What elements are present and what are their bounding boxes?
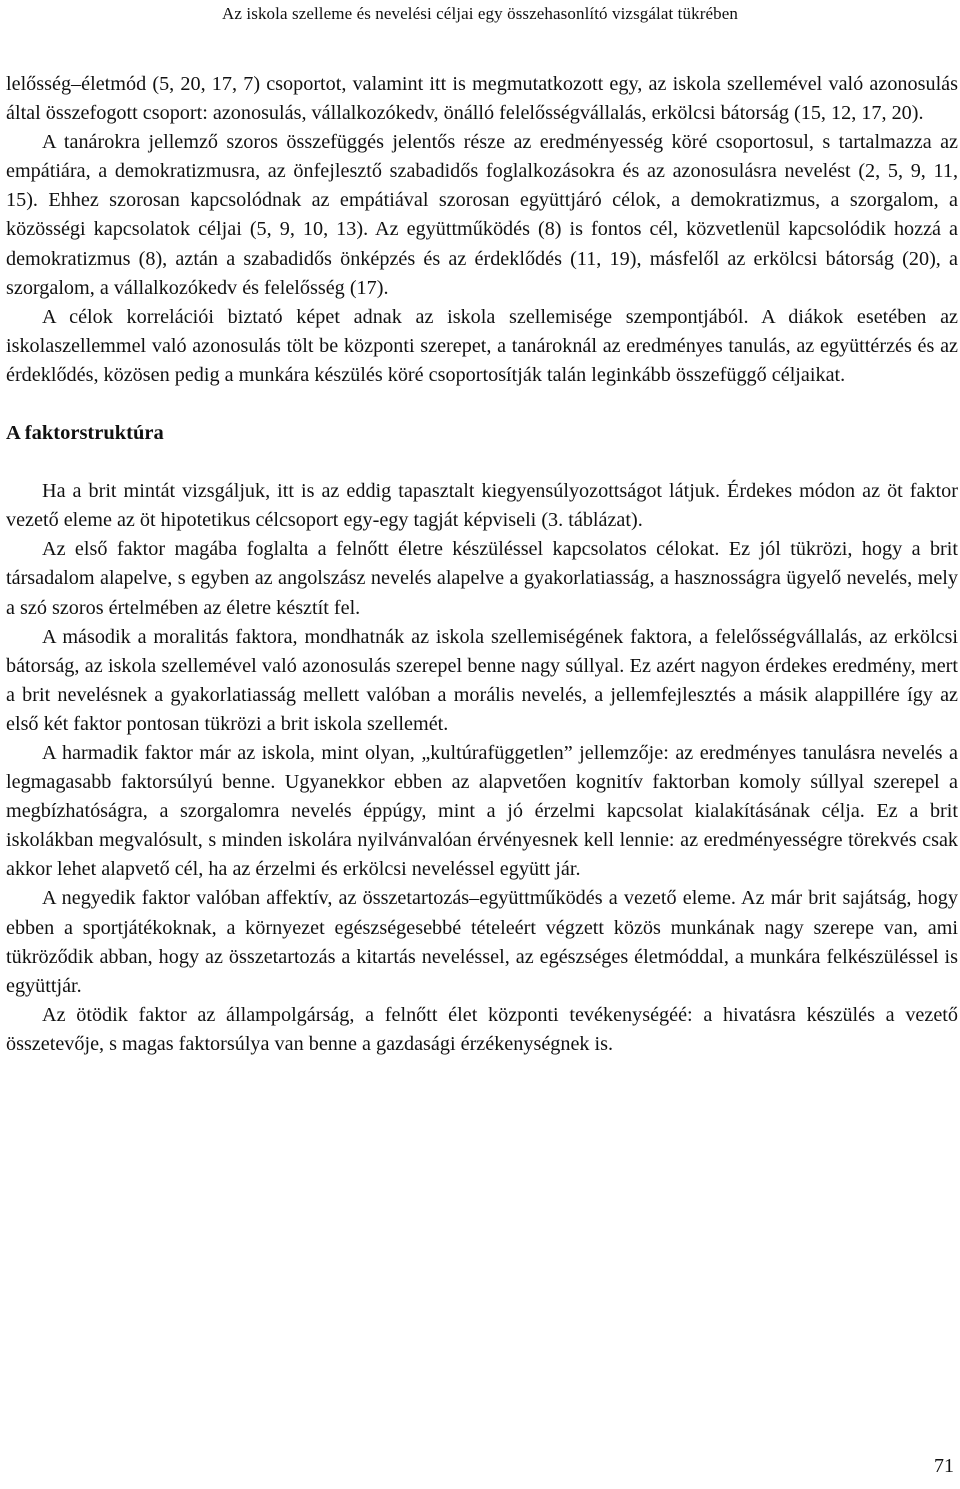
paragraph-correlation-summary: A célok korrelációi biztató képet adnak az iskola szellemisége szempontjából. A diákok esetében az iskolaszellemmel való azonosulás tölt be központi szerepet, a tanároknál az eredményes tanulás, az együttérzés és az érdeklődés, közösen pedig a munkára készülés köré csoportosítják talán leginkább összefüggő céljaikat. xyxy=(6,305,958,386)
body-text xyxy=(6,70,958,1059)
paragraph-third-factor: A harmadik faktor már az iskola, mint olyan, „kultúrafüggetlen” jellemzője: az eredményes tanulásra nevelés a legmagasabb faktorsúlyú benne. Ugyanekkor ebben az alapvetően kognitív faktorban komoly súllyal szerepel a megbízhatóságra, a szorgalomra nevelés éppúgy, mint a jó érzelmi kapcsolat kialakításának célja. Ez a brit iskolákban megvalósult, s minden iskolára nyilvánvalóan érvényesnek kell lennie: az eredményességre törekvés csak akkor lehet alapvető cél, ha az érzelmi és erkölcsi neveléssel együtt jár. xyxy=(6,741,958,881)
page-number: 71 xyxy=(934,1455,954,1477)
paragraph-british-sample: Ha a brit mintát vizsgáljuk, itt is az eddig tapasztalt kiegyensúlyozottságot látjuk. Érdekes módon az öt faktor vezető eleme az öt hipotetikus célcsoport egy-egy tagját képviseli (3. táblázat). xyxy=(6,480,958,532)
paragraph-continuation: lelősség–életmód (5, 20, 17, 7) csoportot, valamint itt is megmutatkozott egy, az iskola szellemével való azonosulás által összefogott csoport: azonosulás, vállalkozókedv, önálló felelősségvállalás, erkölcsi bátorság (15, 12, 17, 20). xyxy=(6,73,958,125)
paragraph-first-factor: Az első faktor magába foglalta a felnőtt életre készüléssel kapcsolatos célokat. Ez jól tükrözi, hogy a brit társadalom alapelve, s egyben az angolszász nevelés alapelve a gyakorlatiasság, a hasznosságra ügyelő nevelés, mely a szó szoros értelmében az életre késztít fel. xyxy=(6,538,958,619)
paragraph-second-factor: A második a moralitás faktora, mondhatnák az iskola szellemiségének faktora, a felelősségvállalás, az erkölcsi bátorság, az iskola szellemével való azonosulás szerepel benne nagy súllyal. Ez azért nagyon érdekes eredmény, mert a brit nevelésnek a gyakorlatiasság mellett valóban a morális nevelés, a jellemfejlesztés a másik alappillére így az első két faktor pontosan tükrözi a brit iskola szellemét. xyxy=(6,625,958,735)
paragraph-teachers-correlation: A tanárokra jellemző szoros összefüggés jelentős része az eredményesség köré csoportosul, s tartalmazza az empátiára, a demokratizmusra, az önfejlesztő szabadidős foglalkozásokra és az azonosulásra nevelést (2, 5, 9, 11, 15). Ehhez szorosan kapcsolódnak az empátiával szorosan együttjáró célok, a demokratizmus, a szorgalom, a közösségi kapcsolatok céljai (5, 9, 10, 13). Az együttműködés (8) is fontos cél, közvetlenül kapcsolódik hozzá a demokratizmus (8), aztán a szabadidős önképzés és az érdeklődés (11, 19), másfelől az erkölcsi bátorság (20), a szorgalom, a vállalkozókedv és felelősség (17). xyxy=(6,131,958,299)
paragraph-fourth-factor: A negyedik faktor valóban affektív, az összetartozás–együttműködés a vezető eleme. Az már brit sajátság, hogy ebben a sportjátékoknak, a környezet egészségesebbé tételeért végzett közös munkának nagy szerepe van, ami tükröződik abban, hogy az összetartozás a kitartás neveléssel, az egészséges életmóddal, a munkára felkészüléssel is együttjár. xyxy=(6,887,958,997)
running-header: Az iskola szelleme és nevelési céljai egy összehasonlító vizsgálat tükrében xyxy=(222,4,738,23)
paragraph-fifth-factor: Az ötödik faktor az állampolgárság, a felnőtt élet központi tevékenységéé: a hivatásra készülés a vezető összetevője, s magas faktorsúlya van benne a gazdasági érzékenységnek is. xyxy=(6,1003,958,1055)
section-heading: A faktorstruktúra xyxy=(6,422,164,445)
